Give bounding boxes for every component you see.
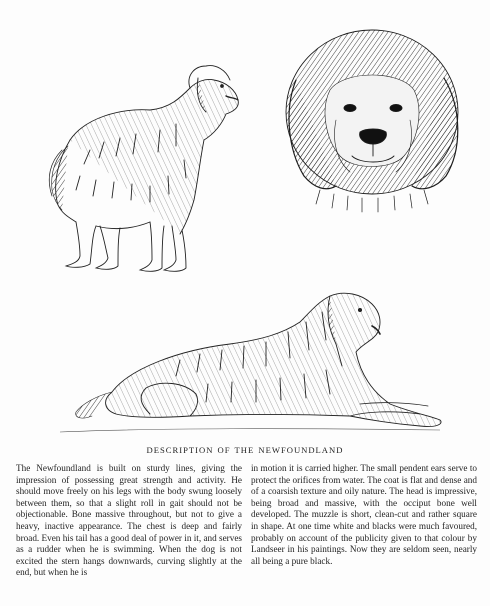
text-column-left: The Newfoundland is built on sturdy lines, giving the impression of possessing great strength and activity. He should move freely on his legs with the body swung loosely between them, so that a slight roll in gait should not be objectionable. Bone massive throughout, but not to give a heavy, inactive appearance. The chest is deep and fairly broad. Even his tail has a good deal of power in it, and serves as a rudder when he is swimming. When the dog is not excited the stern hangs downwards, curving slightly at the end, but when he is [16, 463, 242, 578]
head-portrait-sketch [286, 30, 458, 212]
standing-dog-sketch [49, 66, 238, 272]
ground-line [60, 429, 440, 432]
description-text [16, 463, 477, 603]
text-column-right: in motion it is carried higher. The small pendent ears serve to protect the orifices from water. The coat is flat and dense and of a coarsish texture and oily nature. The head is impressive, being broad and massive, with the occiput bone well developed. The muzzle is short, clean-cut and rather square in shape. At one time white and blacks were much favoured, probably on account of the publicity given to that colour by Landseer in his paintings. Now they are seldom seen, nearly all being a pure black. [251, 463, 477, 566]
description-heading: DESCRIPTION OF THE NEWFOUNDLAND [146, 445, 344, 455]
lying-dog-sketch [76, 293, 441, 426]
